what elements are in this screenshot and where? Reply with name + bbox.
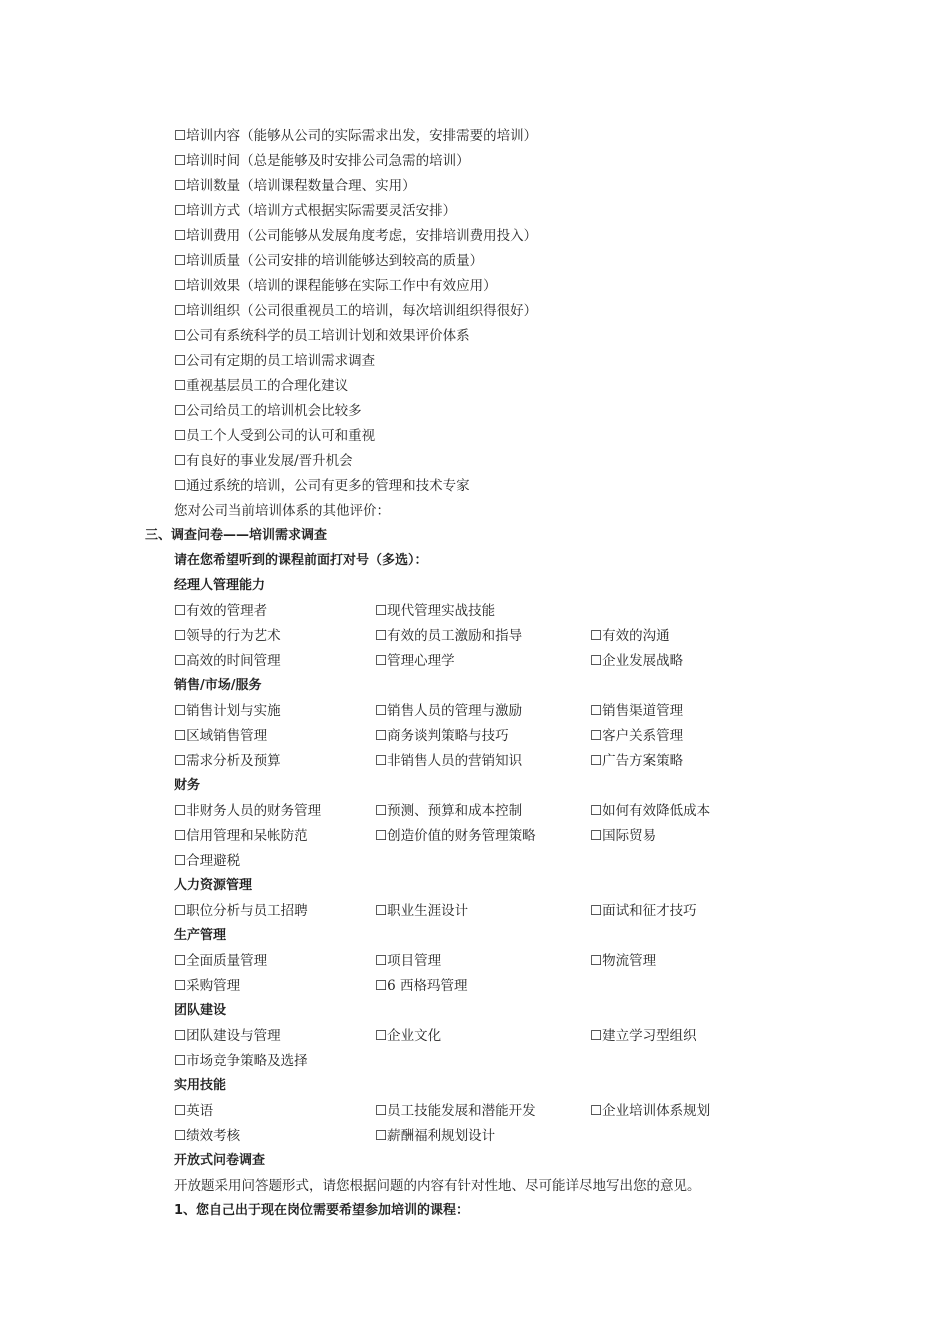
course-option[interactable]: ☐创造价值的财务管理策略	[375, 828, 536, 844]
eval-item[interactable]: ☐培训费用（公司能够从发展角度考虑，安排培训费用投入）	[174, 228, 538, 244]
course-option[interactable]: ☐销售人员的管理与激励	[375, 703, 523, 719]
category-title: 团队建设	[174, 1003, 227, 1018]
course-option[interactable]: ☐有效的管理者	[174, 603, 268, 619]
category-title: 经理人管理能力	[174, 578, 266, 593]
course-option[interactable]: ☐区域销售管理	[174, 728, 268, 744]
course-option[interactable]: ☐有效的员工激励和指导	[375, 628, 523, 644]
course-option[interactable]: ☐项目管理	[375, 953, 442, 969]
eval-item[interactable]: ☐公司有定期的员工培训需求调查	[174, 353, 376, 369]
instruction-text: 请在您希望听到的课程前面打对号（多选）：	[174, 553, 428, 568]
course-option[interactable]: ☐物流管理	[590, 953, 657, 969]
course-option[interactable]: ☐6 西格玛管理	[375, 978, 468, 994]
course-option[interactable]: ☐管理心理学	[375, 653, 455, 669]
course-option[interactable]: ☐企业培训体系规划	[590, 1103, 711, 1119]
open-section-description: 开放题采用问答题形式，请您根据问题的内容有针对性地、尽可能详尽地写出您的意见。	[174, 1178, 701, 1194]
open-section-title: 开放式问卷调查	[174, 1153, 266, 1168]
category-title: 销售/市场/服务	[174, 678, 262, 693]
course-option[interactable]: ☐职业生涯设计	[375, 903, 469, 919]
course-option[interactable]: ☐需求分析及预算	[174, 753, 281, 769]
category-title: 实用技能	[174, 1078, 227, 1093]
course-option[interactable]: ☐面试和征才技巧	[590, 903, 697, 919]
other-comment-prompt: 您对公司当前培训体系的其他评价：	[174, 503, 390, 519]
eval-item[interactable]: ☐通过系统的培训，公司有更多的管理和技术专家	[174, 478, 470, 494]
course-option[interactable]: ☐企业文化	[375, 1028, 442, 1044]
eval-item[interactable]: ☐培训质量（公司安排的培训能够达到较高的质量）	[174, 253, 484, 269]
course-option[interactable]: ☐高效的时间管理	[174, 653, 281, 669]
eval-item[interactable]: ☐培训组织（公司很重视员工的培训，每次培训组织得很好）	[174, 303, 538, 319]
course-option[interactable]: ☐有效的沟通	[590, 628, 670, 644]
course-option[interactable]: ☐现代管理实战技能	[375, 603, 496, 619]
question-1: 1、您自己出于现在岗位需要希望参加培训的课程：	[174, 1203, 470, 1218]
course-option[interactable]: ☐预测、预算和成本控制	[375, 803, 523, 819]
section-title: 三、调查问卷——培训需求调查	[145, 528, 328, 543]
course-option[interactable]: ☐采购管理	[174, 978, 241, 994]
eval-item[interactable]: ☐员工个人受到公司的认可和重视	[174, 428, 376, 444]
course-option[interactable]: ☐绩效考核	[174, 1128, 241, 1144]
eval-item[interactable]: ☐重视基层员工的合理化建议	[174, 378, 349, 394]
category-title: 生产管理	[174, 928, 227, 943]
eval-item[interactable]: ☐培训数量（培训课程数量合理、实用）	[174, 178, 416, 194]
course-option[interactable]: ☐销售渠道管理	[590, 703, 684, 719]
eval-item[interactable]: ☐公司有系统科学的员工培训计划和效果评价体系	[174, 328, 470, 344]
course-option[interactable]: ☐全面质量管理	[174, 953, 268, 969]
course-option[interactable]: ☐非销售人员的营销知识	[375, 753, 523, 769]
course-option[interactable]: ☐领导的行为艺术	[174, 628, 281, 644]
course-option[interactable]: ☐如何有效降低成本	[590, 803, 711, 819]
eval-item[interactable]: ☐培训效果（培训的课程能够在实际工作中有效应用）	[174, 278, 497, 294]
course-option[interactable]: ☐非财务人员的财务管理	[174, 803, 322, 819]
eval-item[interactable]: ☐培训时间（总是能够及时安排公司急需的培训）	[174, 153, 470, 169]
course-option[interactable]: ☐销售计划与实施	[174, 703, 281, 719]
course-option[interactable]: ☐市场竞争策略及选择	[174, 1053, 308, 1069]
course-option[interactable]: ☐客户关系管理	[590, 728, 684, 744]
eval-item[interactable]: ☐有良好的事业发展/晋升机会	[174, 453, 353, 469]
category-title: 人力资源管理	[174, 878, 253, 893]
eval-item[interactable]: ☐公司给员工的培训机会比较多	[174, 403, 362, 419]
course-option[interactable]: ☐企业发展战略	[590, 653, 684, 669]
course-option[interactable]: ☐薪酬福利规划设计	[375, 1128, 496, 1144]
course-option[interactable]: ☐合理避税	[174, 853, 241, 869]
course-option[interactable]: ☐团队建设与管理	[174, 1028, 281, 1044]
course-option[interactable]: ☐广告方案策略	[590, 753, 684, 769]
eval-item[interactable]: ☐培训内容（能够从公司的实际需求出发，安排需要的培训）	[174, 128, 538, 144]
course-option[interactable]: ☐建立学习型组织	[590, 1028, 697, 1044]
course-option[interactable]: ☐员工技能发展和潜能开发	[375, 1103, 536, 1119]
course-option[interactable]: ☐信用管理和呆帐防范	[174, 828, 308, 844]
course-option[interactable]: ☐国际贸易	[590, 828, 657, 844]
course-option[interactable]: ☐商务谈判策略与技巧	[375, 728, 509, 744]
course-option[interactable]: ☐职位分析与员工招聘	[174, 903, 308, 919]
eval-item[interactable]: ☐培训方式（培训方式根据实际需要灵活安排）	[174, 203, 457, 219]
course-option[interactable]: ☐英语	[174, 1103, 214, 1119]
category-title: 财务	[174, 778, 201, 793]
